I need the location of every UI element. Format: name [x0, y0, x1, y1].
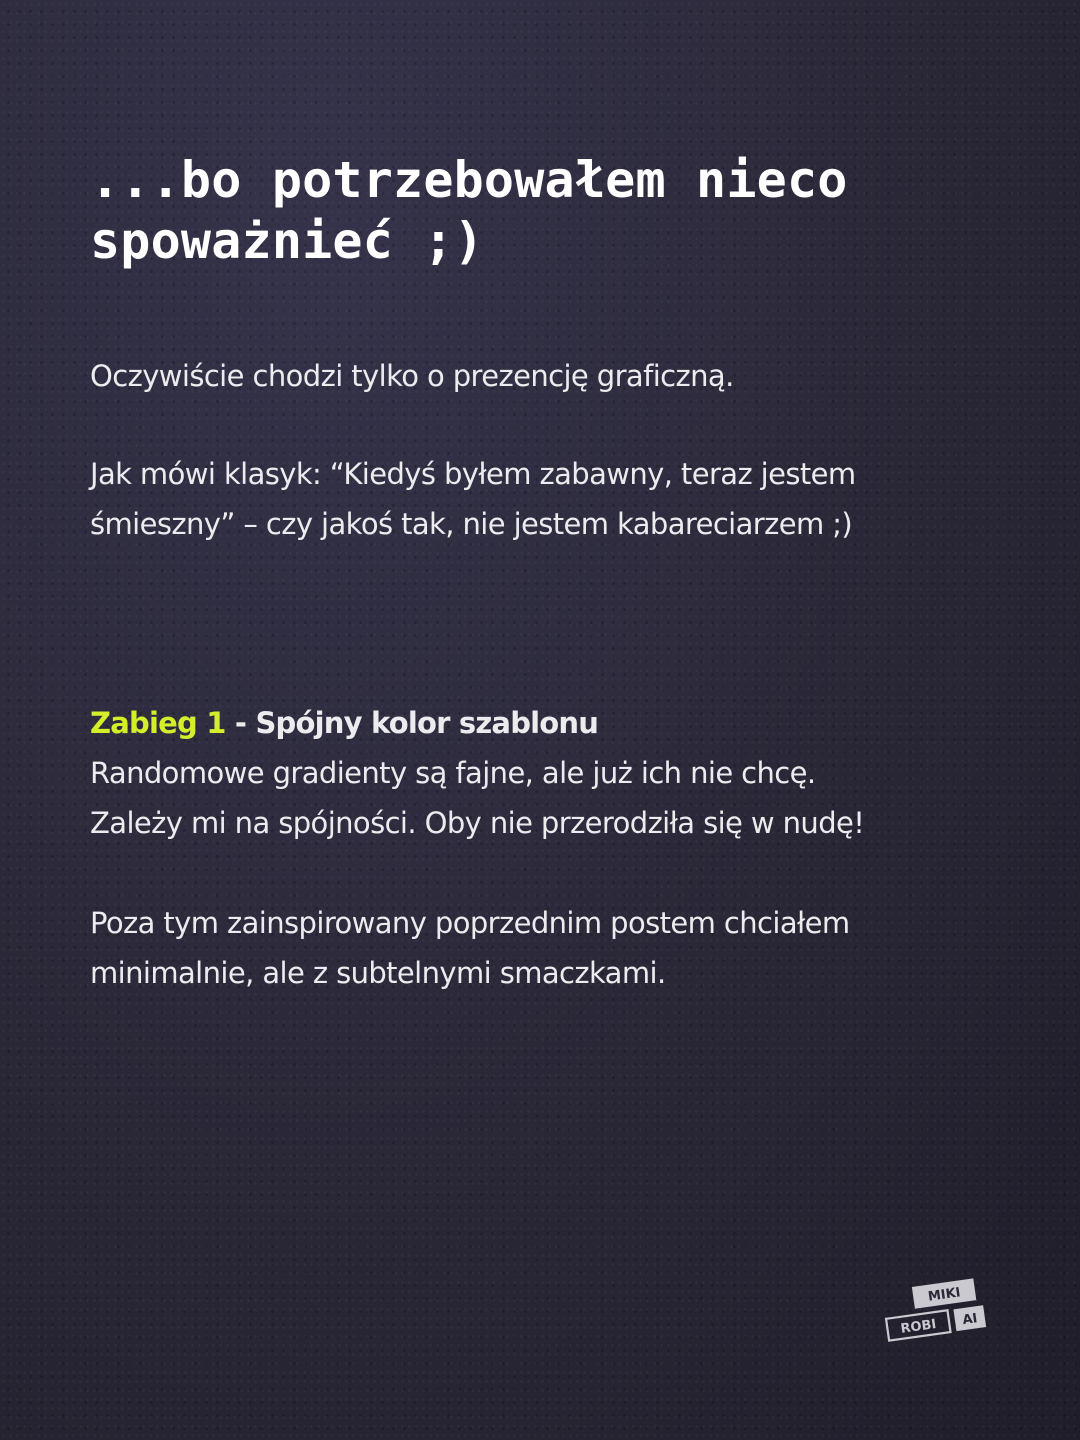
logo-text-left: ROBI — [899, 1316, 938, 1337]
closing-paragraph — [90, 898, 850, 998]
section-label-accent: Zabieg 1 — [90, 706, 226, 740]
quote-line-2: śmieszny” – czy jakoś tak, nie jestem kabareciarzem ;) — [90, 507, 853, 541]
closing-line-2: minimalnie, ale z subtelnymi smaczkami. — [90, 956, 666, 990]
intro-paragraph — [90, 351, 734, 401]
headline-line-2: spoważnieć ;) — [90, 212, 484, 270]
slide — [90, 0, 1000, 1440]
section-heading — [90, 698, 864, 748]
intro-text: Oczywiście chodzi tylko o prezencję graficzną. — [90, 359, 734, 393]
quote-paragraph — [90, 449, 856, 549]
logo-text-top: MIKI — [927, 1285, 962, 1305]
section-label-rest: - Spójny kolor szablonu — [225, 706, 599, 740]
quote-line-1: Jak mówi klasyk: “Kiedyś byłem zabawny, teraz jestem — [90, 457, 856, 491]
section-zabieg-1 — [90, 698, 864, 848]
section-line-1: Randomowe gradienty są fajne, ale już ich nie chcę. — [90, 756, 816, 790]
miki-robi-ai-logo — [880, 1276, 990, 1354]
logo-text-right: AI — [961, 1311, 979, 1329]
headline — [90, 150, 990, 272]
headline-line-1: ...bo potrzebowałem nieco — [90, 151, 848, 209]
closing-line-1: Poza tym zainspirowany poprzednim postem chciałem — [90, 906, 850, 940]
section-line-2: Zależy mi na spójności. Oby nie przerodziła się w nudę! — [90, 806, 865, 840]
